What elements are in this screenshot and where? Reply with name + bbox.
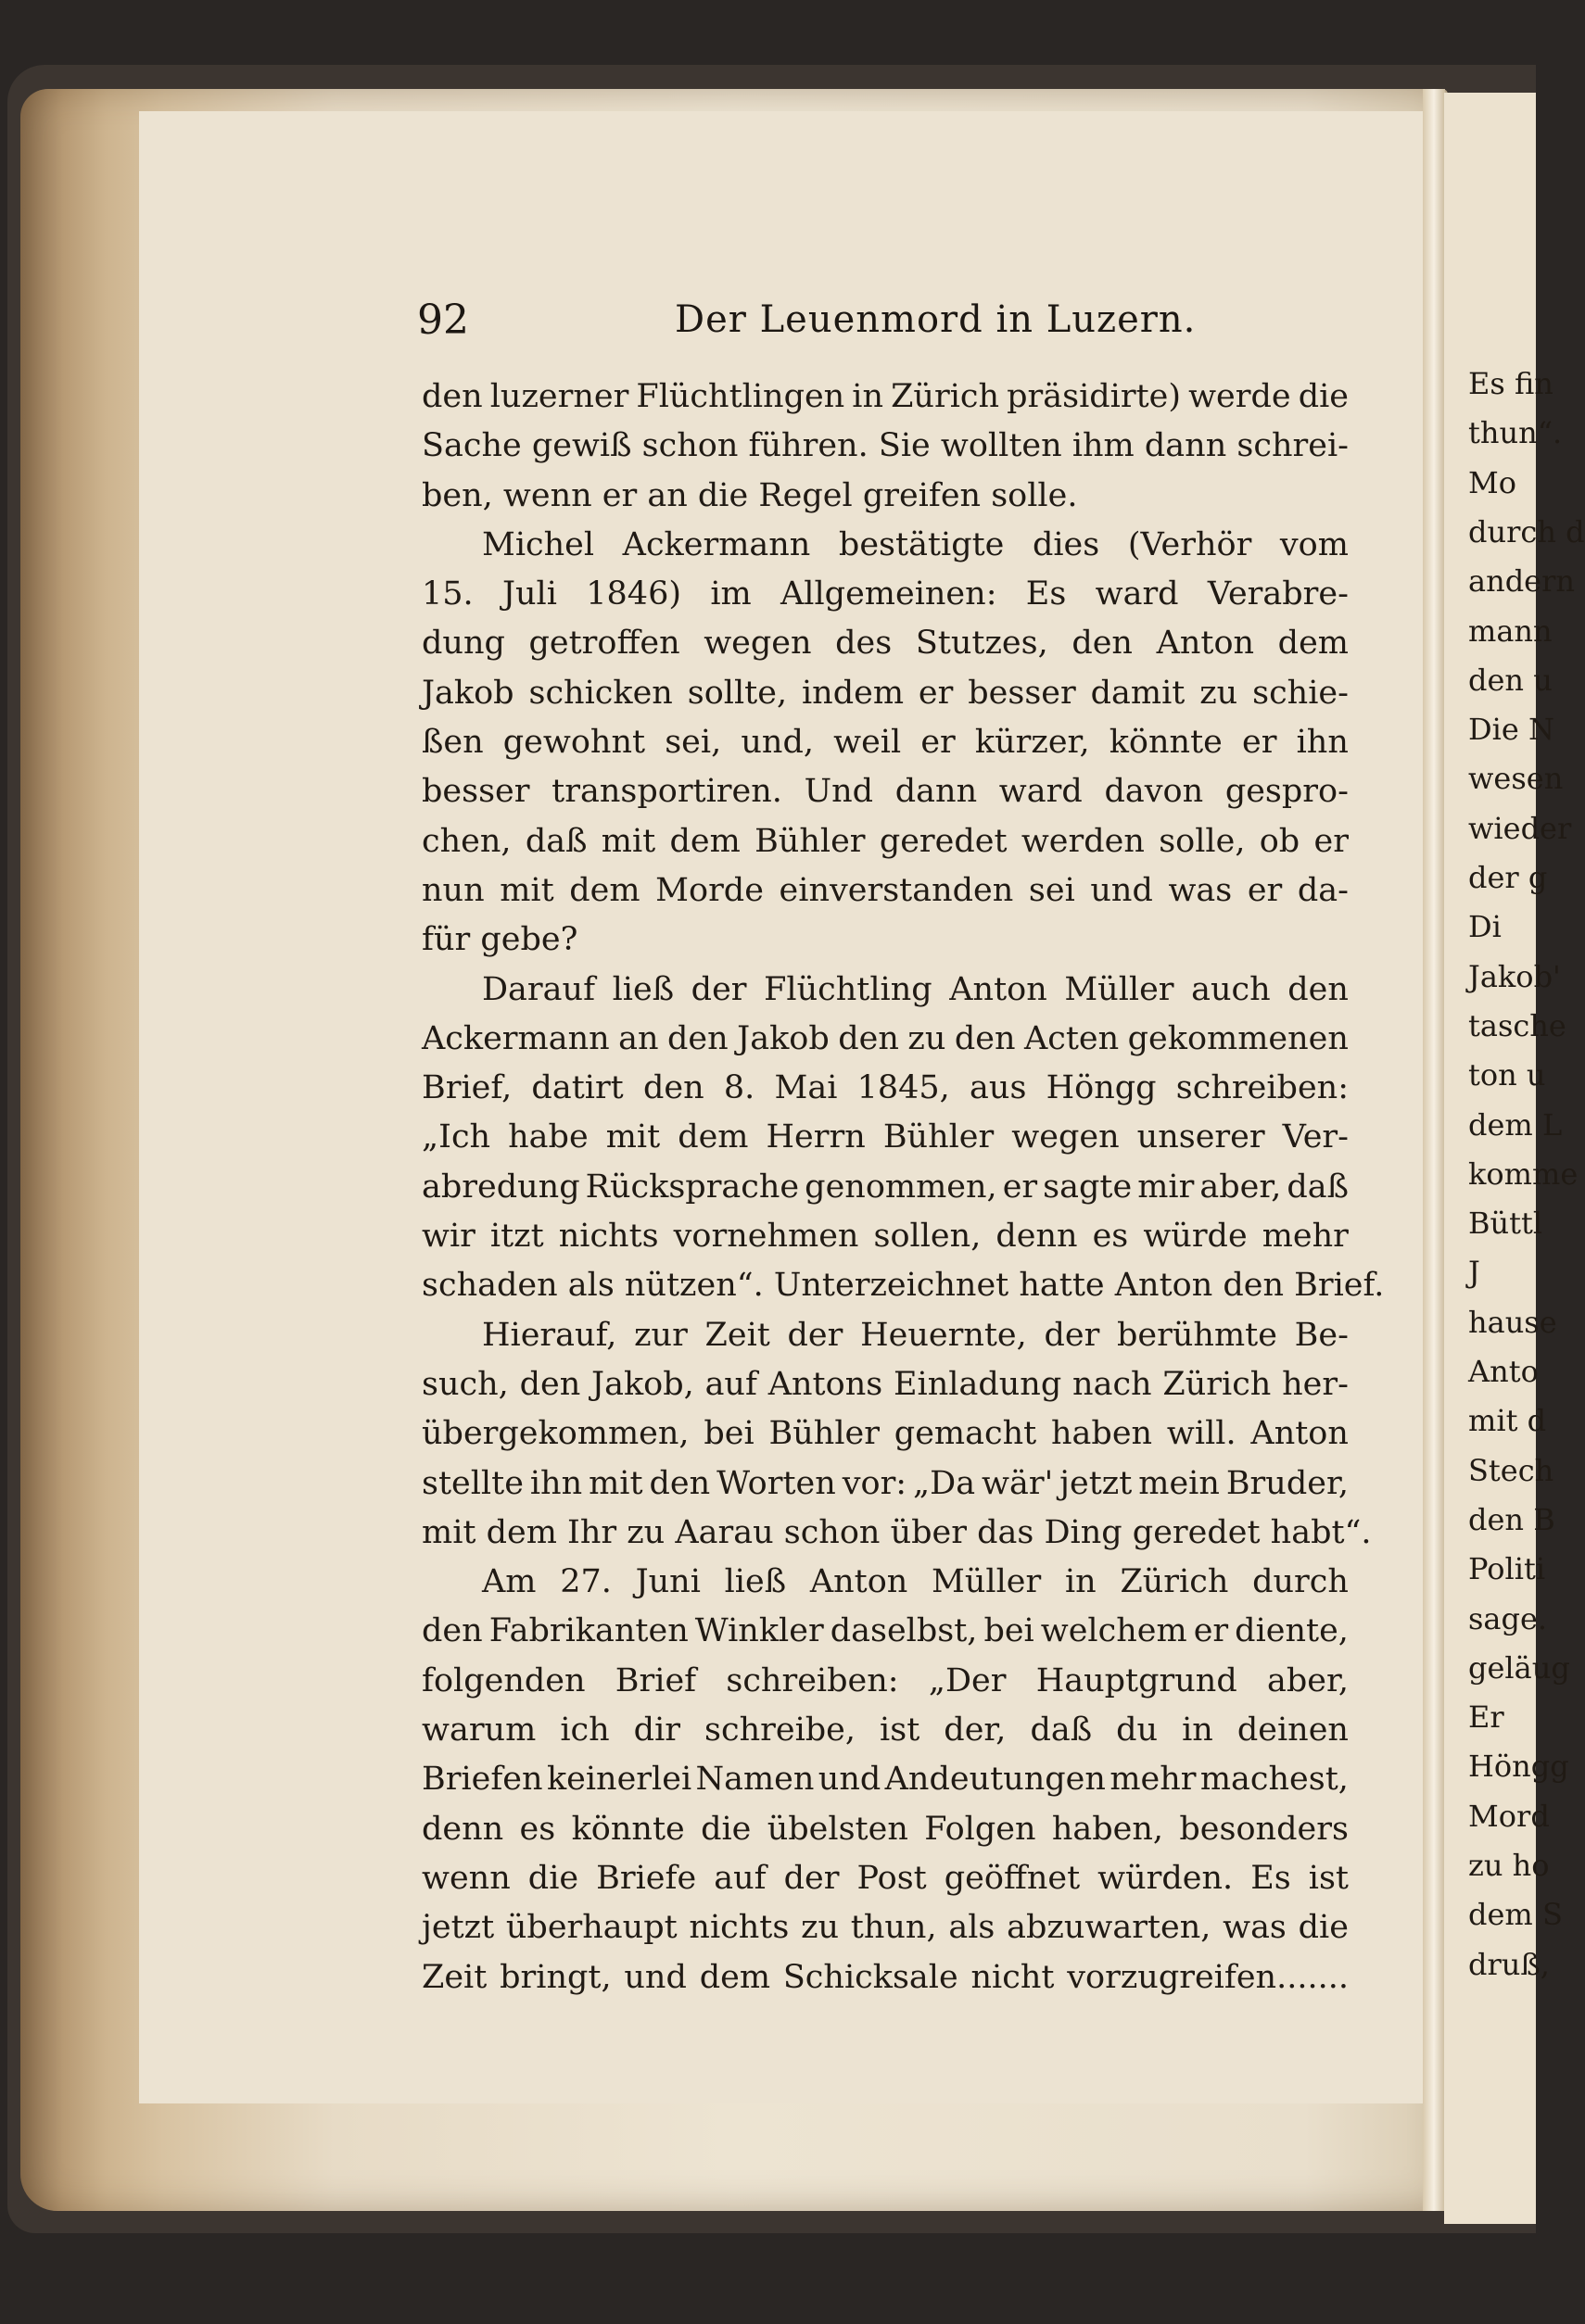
text-line: abredung Rücksprache genommen, er sagte mir aber, daß — [422, 1168, 1349, 1206]
right-page-line: druß, — [1468, 1946, 1550, 1982]
right-page-line: Di — [1468, 909, 1502, 945]
right-page-line: tasche — [1468, 1007, 1566, 1043]
text-line: such, den Jakob, auf Antons Einladung nach Zürich her- — [422, 1365, 1349, 1403]
text-line: Brief, datirt den 8. Mai 1845, aus Höngg schreiben: — [422, 1069, 1349, 1107]
running-head: Der Leuenmord in Luzern. — [675, 298, 1197, 341]
text-line: Jakob schicken sollte, indem er besser damit zu schie- — [422, 674, 1349, 712]
text-line: mit dem Ihr zu Aarau schon über das Ding geredet habt“. — [422, 1513, 1372, 1551]
right-page-line: sage. — [1468, 1600, 1548, 1636]
right-page-line: Anto — [1468, 1354, 1539, 1389]
right-page-line: andern — [1468, 563, 1576, 600]
right-page-line: ton u — [1468, 1057, 1546, 1093]
text-line: 15. Juli 1846) im Allgemeinen: Es ward Verabre- — [422, 575, 1349, 613]
text-line: Am 27. Juni ließ Anton Müller in Zürich durch — [482, 1563, 1349, 1601]
right-page-line: Büttl — [1468, 1206, 1543, 1242]
right-page-line: mann — [1468, 613, 1553, 649]
text-line: ben, wenn er an die Regel greifen solle. — [422, 476, 1078, 514]
right-page-line: wieder — [1468, 810, 1572, 846]
text-line: Michel Ackermann bestätigte dies (Verhör vom — [482, 525, 1349, 563]
text-line: stellte ihn mit den Worten vor: „Da wär' jetzt mein Bruder, — [422, 1464, 1349, 1502]
right-page-line: geläug — [1468, 1649, 1570, 1686]
text-line: besser transportiren. Und dann ward davon gespro- — [422, 773, 1349, 811]
right-page-line: zu ho — [1468, 1848, 1550, 1883]
book-gutter — [1423, 89, 1445, 2211]
right-page — [1444, 93, 1585, 2224]
text-line: chen, daß mit dem Bühler geredet werden solle, ob er — [422, 822, 1349, 860]
right-page-line: J — [1468, 1255, 1480, 1291]
right-page-line: Er — [1468, 1699, 1504, 1736]
text-line: den luzerner Flüchtlingen in Zürich präsidirte) werde die — [422, 378, 1349, 415]
text-line: nun mit dem Morde einverstanden sei und was er da- — [422, 871, 1349, 909]
text-line: Hierauf, zur Zeit der Heuernte, der berühmte Be- — [482, 1316, 1349, 1354]
text-line: „Ich habe mit dem Herrn Bühler wegen unserer Ver- — [422, 1118, 1349, 1156]
text-line: wenn die Briefe auf der Post geöffnet würden. Es ist — [422, 1859, 1349, 1897]
text-line: Ackermann an den Jakob den zu den Acten gekommenen — [422, 1019, 1349, 1057]
right-page-line: der g — [1468, 860, 1548, 895]
right-page-line: thun“. — [1468, 415, 1563, 451]
right-page-line: Die N — [1468, 712, 1554, 748]
text-line: Darauf ließ der Flüchtling Anton Müller auch den — [482, 970, 1349, 1008]
text-line: Briefen keinerlei Namen und Andeutungen mehr machest, — [422, 1761, 1349, 1799]
right-page-line: Stech — [1468, 1452, 1554, 1488]
right-page-line: Höngg — [1468, 1749, 1569, 1785]
text-line: jetzt überhaupt nichts zu thun, als abzuwarten, was die — [422, 1909, 1349, 1947]
right-page-line: Mord — [1468, 1798, 1550, 1834]
right-page-line: durch d — [1468, 513, 1585, 549]
text-line: schaden als nützen“. Unterzeichnet hatte Anton den Brief. — [422, 1267, 1385, 1305]
right-page-line: den u — [1468, 662, 1553, 698]
text-line: ßen gewohnt sei, und, weil er kürzer, könnte er ihn — [422, 724, 1349, 762]
text-line: Zeit bringt, und dem Schicksale nicht vorzugreifen....... — [422, 1958, 1349, 1996]
right-page-line: hause — [1468, 1304, 1557, 1340]
text-line: denn es könnte die übelsten Folgen haben, besonders — [422, 1810, 1349, 1848]
right-page-line: komme — [1468, 1156, 1579, 1192]
right-page-line: wesen — [1468, 761, 1564, 797]
right-page-line: Es fin — [1468, 366, 1553, 401]
page-header — [417, 297, 1353, 352]
text-line: übergekommen, bei Bühler gemacht haben will. Anton — [422, 1415, 1349, 1453]
text-line: warum ich dir schreibe, ist der, daß du in deinen — [422, 1711, 1349, 1749]
text-line: folgenden Brief schreiben: „Der Hauptgrund aber, — [422, 1661, 1349, 1699]
right-page-line: dem S — [1468, 1897, 1563, 1933]
text-line: den Fabrikanten Winkler daselbst, bei welchem er diente, — [422, 1612, 1349, 1650]
right-page-line: den B — [1468, 1501, 1555, 1537]
body-text — [422, 373, 1385, 2002]
right-page-line: Mo — [1468, 464, 1517, 500]
right-page-line: dem L — [1468, 1106, 1563, 1143]
right-page-line: Jakob' — [1468, 958, 1561, 994]
right-page-line: Politi — [1468, 1551, 1546, 1587]
page-number: 92 — [417, 297, 469, 344]
text-line: für gebe? — [422, 921, 578, 959]
text-line: Sache gewiß schon führen. Sie wollten ihm dann schrei- — [422, 427, 1349, 465]
right-page-line: mit d — [1468, 1403, 1547, 1439]
text-line: dung getroffen wegen des Stutzes, den Anton dem — [422, 625, 1349, 663]
text-line: wir itzt nichts vornehmen sollen, denn es würde mehr — [422, 1218, 1349, 1256]
